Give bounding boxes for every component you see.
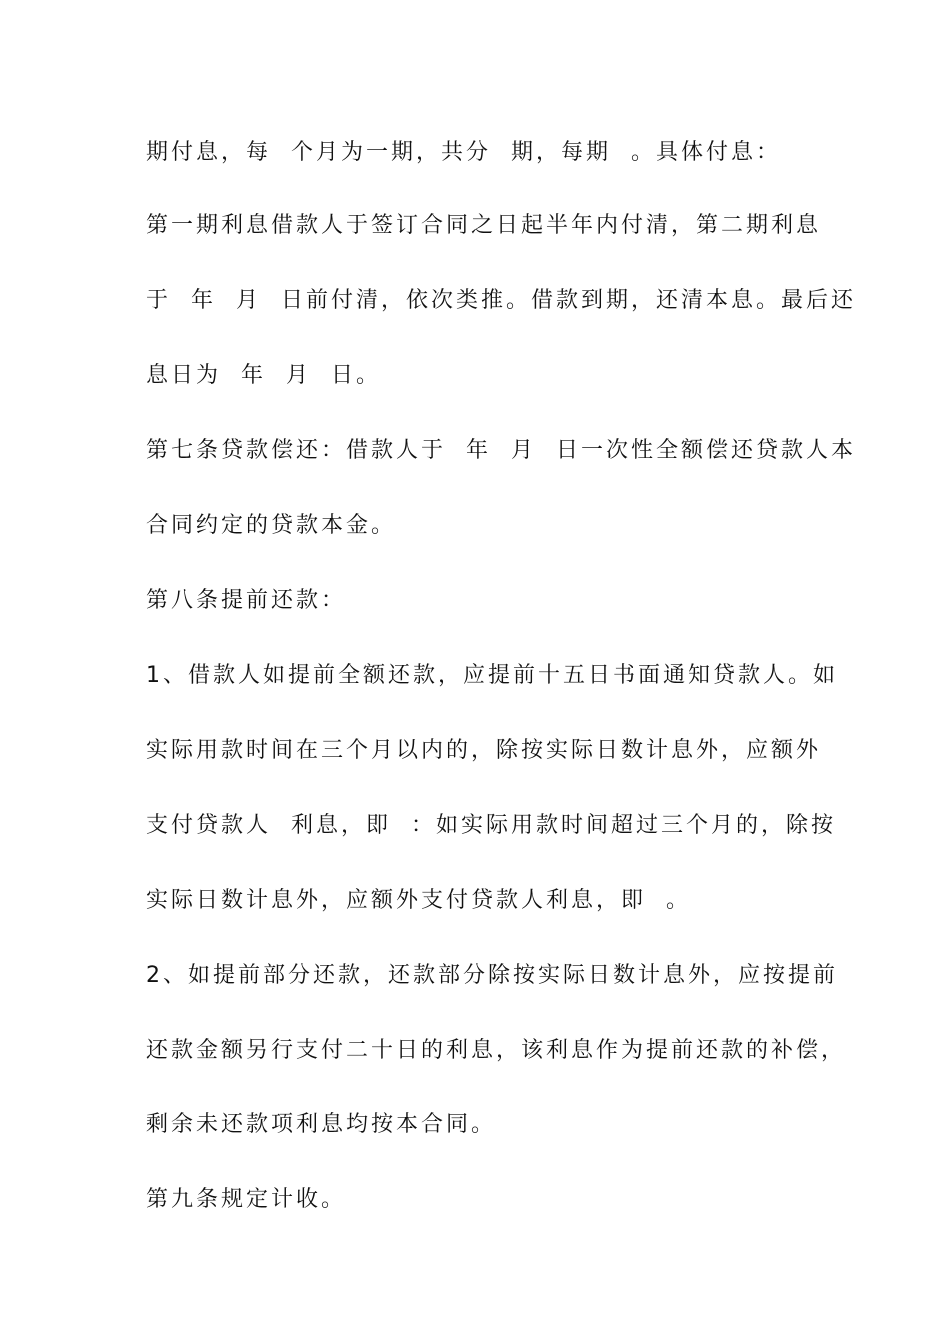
text-line: 第一期利息借款人于签订合同之日起半年内付清，第二期利息	[146, 213, 822, 238]
text-line: 合同约定的贷款本金。	[146, 513, 397, 538]
text-line: 2、如提前部分还款，还款部分除按实际日数计息外，应按提前	[146, 963, 838, 988]
text-line: 息日为 年 月 日。	[146, 363, 381, 388]
text-line: 剩余未还款项利息均按本合同。	[146, 1112, 497, 1137]
text-line: 第八条提前还款：	[146, 588, 347, 613]
text-line: 第七条贷款偿还：借款人于 年 月 日一次性全额偿还贷款人本	[146, 438, 856, 463]
text-line: 实际日数计息外，应额外支付贷款人利息，即 。	[146, 888, 691, 913]
text-line: 实际用款时间在三个月以内的，除按实际日数计息外，应额外	[146, 738, 822, 763]
text-line: 于 年 月 日前付清，依次类推。借款到期，还清本息。最后还	[146, 288, 856, 313]
text-line: 期付息，每 个月为一期，共分 期，每期 。具体付息：	[146, 140, 781, 165]
text-line: 还款金额另行支付二十日的利息，该利息作为提前还款的补偿，	[146, 1038, 847, 1063]
text-line: 支付贷款人 利息，即 ：如实际用款时间超过三个月的，除按	[146, 813, 836, 838]
text-line: 第九条规定计收。	[146, 1187, 347, 1212]
text-line: 1、借款人如提前全额还款，应提前十五日书面通知贷款人。如	[146, 663, 838, 688]
